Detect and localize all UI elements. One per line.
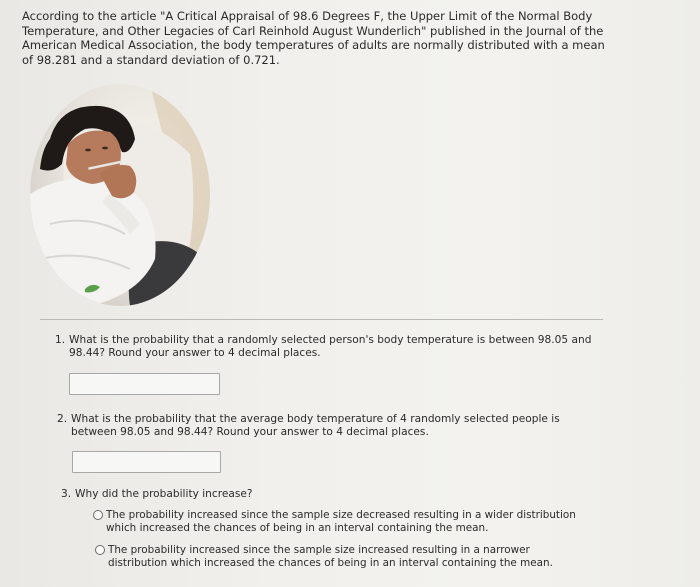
question-3-option-1-label: The probability increased since the sample size decreased resulting in a wider distribution which increased the chances of being in an interval containing the mean. — [106, 509, 576, 534]
question-1-text: What is the probability that a randomly selected person's body temperature is between 98.05 and 98.44? Round your answer to 4 decimal places. — [69, 334, 592, 360]
question-3-option-2-label: The probability increased since the sample size increased resulting in a narrower distribution which increased the chances of being in an interval containing the mean. — [108, 544, 553, 569]
question-3-text: Why did the probability increase? — [75, 488, 253, 500]
question-3-option-1[interactable] — [93, 509, 583, 537]
radio-button-icon[interactable] — [93, 510, 103, 520]
question-3 — [61, 488, 361, 501]
question-2 — [57, 413, 602, 440]
radio-button-icon[interactable] — [95, 545, 105, 555]
question-1-number: 1. — [55, 334, 66, 346]
woman-with-thermometer-photo — [30, 84, 210, 306]
question-3-option-2[interactable] — [95, 544, 585, 572]
question-2-number: 2. — [57, 413, 68, 425]
question-1-answer-input[interactable] — [69, 373, 220, 395]
question-3-number: 3. — [61, 488, 72, 500]
problem-intro: According to the article "A Critical Appraisal of 98.6 Degrees F, the Upper Limit of the Normal Body Temperature, and Other Legacies of Carl Reinhold August Wunderlich" published in the Journal of the American Medical Association, the body temperatures of adults are normally distributed with a mean of 98.281 and a standard deviation of 0.721. — [22, 9, 605, 67]
question-2-text: What is the probability that the average body temperature of 4 randomly selected people is between 98.05 and 98.44? Round your answer to 4 decimal places. — [71, 413, 560, 439]
question-1 — [55, 334, 600, 361]
section-divider — [40, 319, 603, 320]
question-2-answer-input[interactable] — [72, 451, 221, 473]
